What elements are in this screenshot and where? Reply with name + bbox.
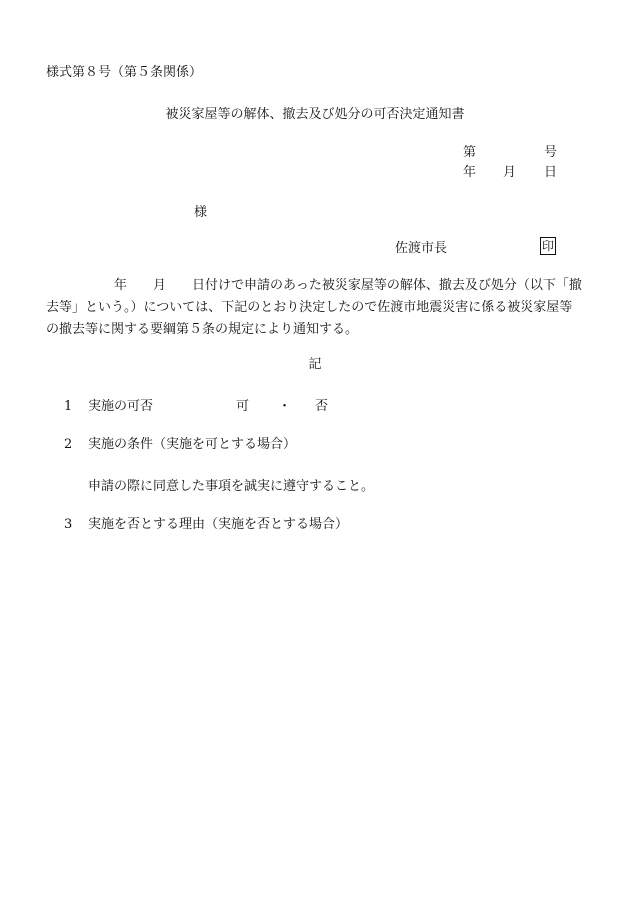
item-number: 1 xyxy=(64,399,73,414)
date-month: 月 xyxy=(503,165,517,180)
doc-number-suffix: 号 xyxy=(544,145,558,160)
item-content: 申請の際に同意した事項を誠実に遵守すること。 xyxy=(88,479,375,494)
option-separator: ・ xyxy=(278,399,292,414)
item-label: 実施を否とする理由（実施を否とする場合） xyxy=(88,517,349,532)
document-title: 被災家屋等の解体、撤去及び処分の可否決定通知書 xyxy=(165,107,465,122)
form-number: 様式第８号（第５条関係） xyxy=(46,65,203,80)
date-day: 日 xyxy=(544,165,558,180)
item-label: 実施の可否 xyxy=(88,399,154,414)
option-yes: 可 xyxy=(236,399,250,414)
date-year: 年 xyxy=(463,165,477,180)
doc-number-prefix: 第 xyxy=(463,145,477,160)
issuer-name: 佐渡市長 xyxy=(395,241,448,256)
addressee-suffix: 様 xyxy=(194,205,208,220)
ki-heading: 記 xyxy=(308,357,322,372)
item-number: 2 xyxy=(64,437,73,452)
body-paragraph xyxy=(46,275,588,341)
option-no: 否 xyxy=(315,399,329,414)
body-line-2: 去等」という。）については、下記のとおり決定したので佐渡市地震災害に係る被災家屋等 xyxy=(46,300,573,315)
seal-box: 印 xyxy=(541,239,554,253)
item-number: 3 xyxy=(64,517,73,532)
item-label: 実施の条件（実施を可とする場合） xyxy=(88,437,297,452)
body-line-1: 年 月 日付けで申請のあった被災家屋等の解体、撤去及び処分（以下「撤 xyxy=(114,278,582,293)
body-line-3: の撤去等に関する要綱第５条の規定により通知する。 xyxy=(46,322,359,337)
